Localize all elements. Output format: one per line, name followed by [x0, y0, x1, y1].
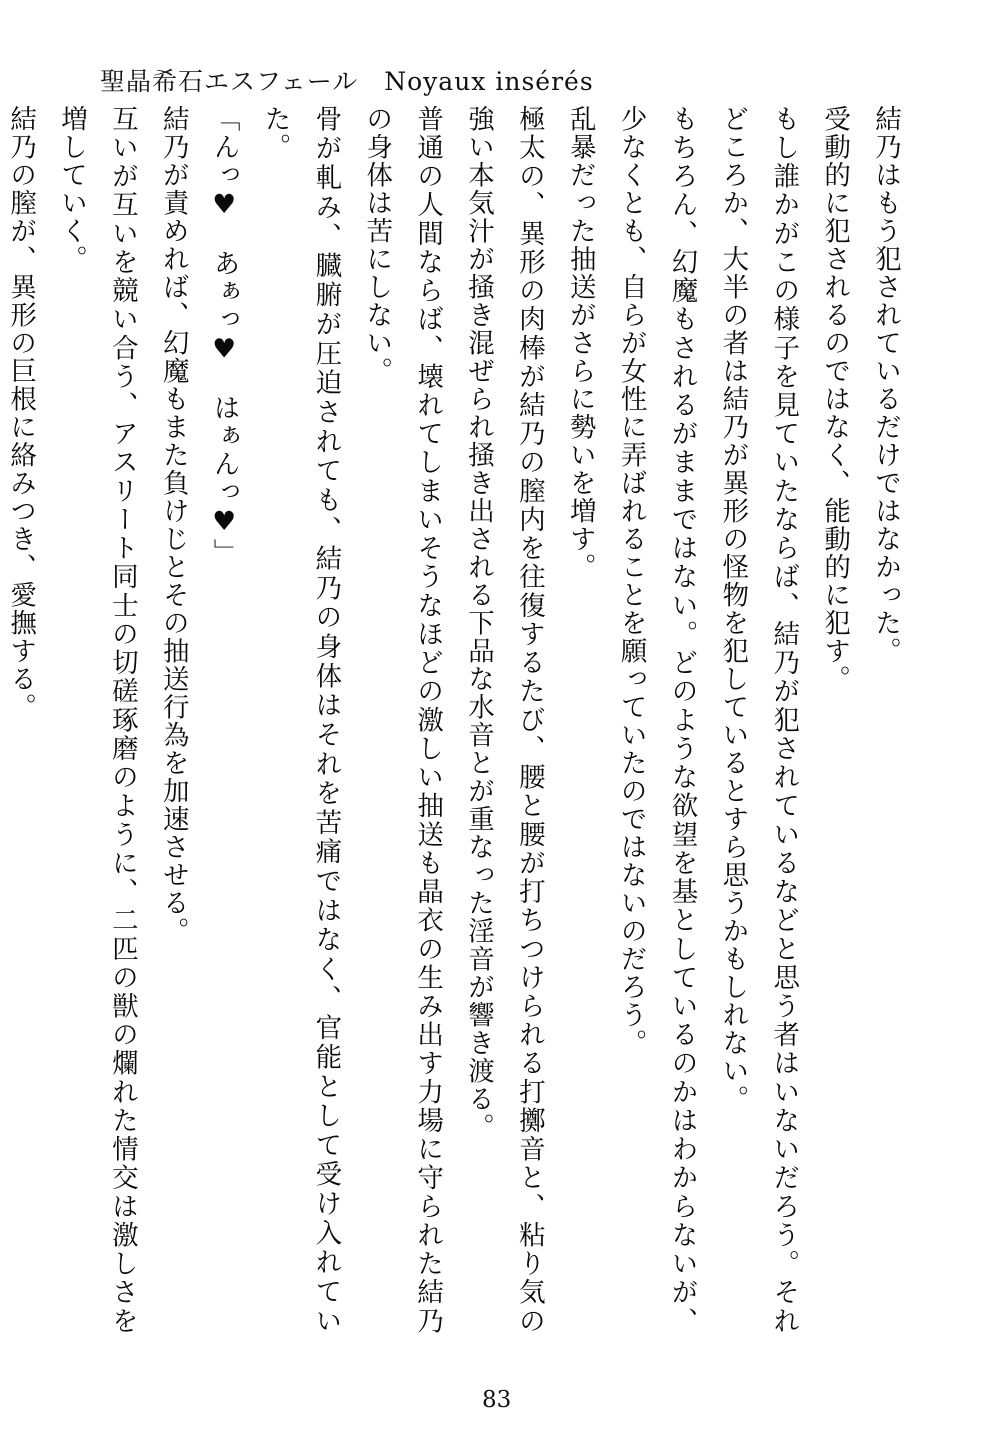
paragraph-10: 結乃が責めれば、幻魔もまた負けじとその抽送行為を加速させる。 [157, 105, 189, 945]
paragraph-7: 普通の人間ならば、壊れてしまいそうなほどの激しい抽送も晶衣の生み出す力場に守られた結乃の身体は苦にしない。 [361, 105, 444, 1335]
paragraph-5: 乱暴だった抽送がさらに勢いを増す。 [564, 105, 596, 581]
paragraph-2: 受動的に犯されるのではなく、能動的に犯す。 [819, 105, 851, 693]
paragraph-4: もちろん、幻魔もされるがままではない。どのような欲望を基としているのかはわからないが、少なくとも、自らが女性に弄ばれることを願っていたのではないのだろう。 [615, 105, 698, 1335]
paragraph-1: 結乃はもう犯されているだけではなかった。 [870, 105, 901, 665]
paragraph-11: 互いが互いを競い合う、アスリート同士の切磋琢磨のように、二匹の獣の爛れた情交は激しさを増していく。 [56, 105, 138, 1335]
page-header-title: 聖晶希石エスフェール Noyaux insérés [100, 67, 594, 96]
paragraph-12: 結乃の膣が、異形の巨根に絡みつき、愛撫する。 [5, 105, 37, 721]
paragraph-9: 「んっ♥ あぁっ♥ はぁんっ♥」 [208, 105, 240, 567]
paragraph-3: もし誰かがこの様子を見ていたならば、結乃が犯されているなどと思う者はいないだろう。それどころか、大半の者は結乃が異形の怪物を犯しているとすら思うかもしれない。 [717, 105, 800, 1335]
vertical-text-body [5, 105, 910, 1335]
paragraph-6: 極太の、異形の肉棒が結乃の膣内を往復するたび、腰と腰が打ちつけられる打擲音と、粘り気の強い本気汁が掻き混ぜられ掻き出される下品な水音とが重なった淫音が響き渡る。 [463, 105, 545, 1335]
page-number: 83 [482, 1387, 512, 1413]
paragraph-8: 骨が軋み、臓腑が圧迫されても、結乃の身体はそれを苦痛ではなく、官能として受け入れていた。 [259, 105, 342, 1335]
